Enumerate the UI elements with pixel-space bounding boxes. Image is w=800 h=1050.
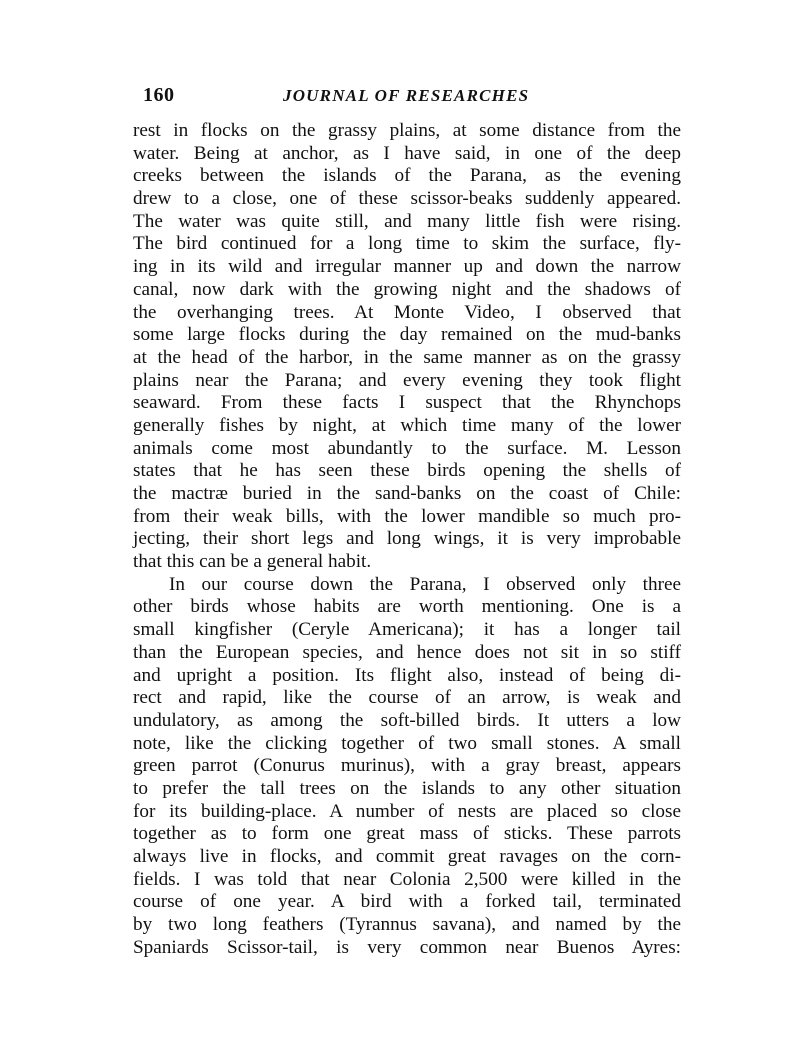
- text-line: undulatory, as among the soft-billed birds. It utters a low: [133, 709, 681, 731]
- text-line: The bird continued for a long time to skim the surface, fly-: [133, 233, 681, 255]
- text-line: note, like the clicking together of two small stones. A small: [133, 732, 681, 754]
- text-line: small kingfisher (Ceryle Americana); it has a longer tail: [133, 619, 681, 641]
- text-line: and upright a position. Its flight also, instead of being di-: [133, 664, 681, 686]
- text-line: green parrot (Conurus murinus), with a gray breast, appears: [133, 755, 681, 777]
- text-line: fields. I was told that near Colonia 2,500 were killed in the: [133, 868, 681, 890]
- text-line: the overhanging trees. At Monte Video, I observed that: [133, 301, 681, 323]
- text-line: The water was quite still, and many little fish were rising.: [133, 210, 681, 232]
- text-line: canal, now dark with the growing night and the shadows of: [133, 278, 681, 300]
- text-line: always live in flocks, and commit great ravages on the corn-: [133, 846, 681, 867]
- text-line: together as to form one great mass of sticks. These parrots: [133, 823, 681, 845]
- text-line: plains near the Parana; and every evening they took flight: [133, 369, 681, 391]
- text-line: creeks between the islands of the Parana, as the evening: [133, 165, 681, 187]
- running-title: JOURNAL OF RESEARCHES: [283, 86, 530, 105]
- running-head: [133, 84, 681, 112]
- text-line: the mactræ buried in the sand-banks on the coast of Chile:: [133, 483, 681, 504]
- text-line: rect and rapid, like the course of an arrow, is weak and: [133, 687, 681, 709]
- text-line: rest in flocks on the grassy plains, at some distance from the: [133, 120, 681, 141]
- text-line: from their weak bills, with the lower mandible so much pro-: [133, 505, 681, 527]
- text-line: water. Being at anchor, as I have said, in one of the deep: [133, 142, 681, 164]
- text-line: seaward. From these facts I suspect that the Rhynchops: [133, 392, 681, 414]
- text-line: by two long feathers (Tyrannus savana), and named by the: [133, 914, 681, 936]
- text-line: drew to a close, one of these scissor-beaks suddenly appeared.: [133, 188, 681, 210]
- text-line: that this can be a general habit.: [133, 551, 372, 573]
- text-line: animals come most abundantly to the surface. M. Lesson: [133, 437, 681, 459]
- text-line: other birds whose habits are worth mentioning. One is a: [133, 596, 681, 618]
- text-line: course of one year. A bird with a forked tail, terminated: [133, 891, 681, 913]
- text-line: to prefer the tall trees on the islands to any other situation: [133, 777, 681, 799]
- text-line: states that he has seen these birds opening the shells of: [133, 460, 681, 482]
- text-line: jecting, their short legs and long wings, it is very improbable: [133, 528, 681, 550]
- text-line: some large flocks during the day remained on the mud-banks: [133, 324, 681, 346]
- body-text: [133, 120, 681, 959]
- text-line: generally fishes by night, at which time many of the lower: [133, 414, 681, 436]
- text-line: ing in its wild and irregular manner up and down the narrow: [133, 256, 681, 278]
- text-line: at the head of the harbor, in the same manner as on the grassy: [133, 346, 681, 368]
- text-line: In our course down the Parana, I observed only three: [169, 573, 681, 595]
- text-line: for its building-place. A number of nests are placed so close: [133, 800, 681, 822]
- text-line: than the European species, and hence does not sit in so stiff: [133, 641, 681, 663]
- text-line: Spaniards Scissor-tail, is very common near Buenos Ayres:: [133, 936, 681, 958]
- page-number: 160: [143, 84, 175, 106]
